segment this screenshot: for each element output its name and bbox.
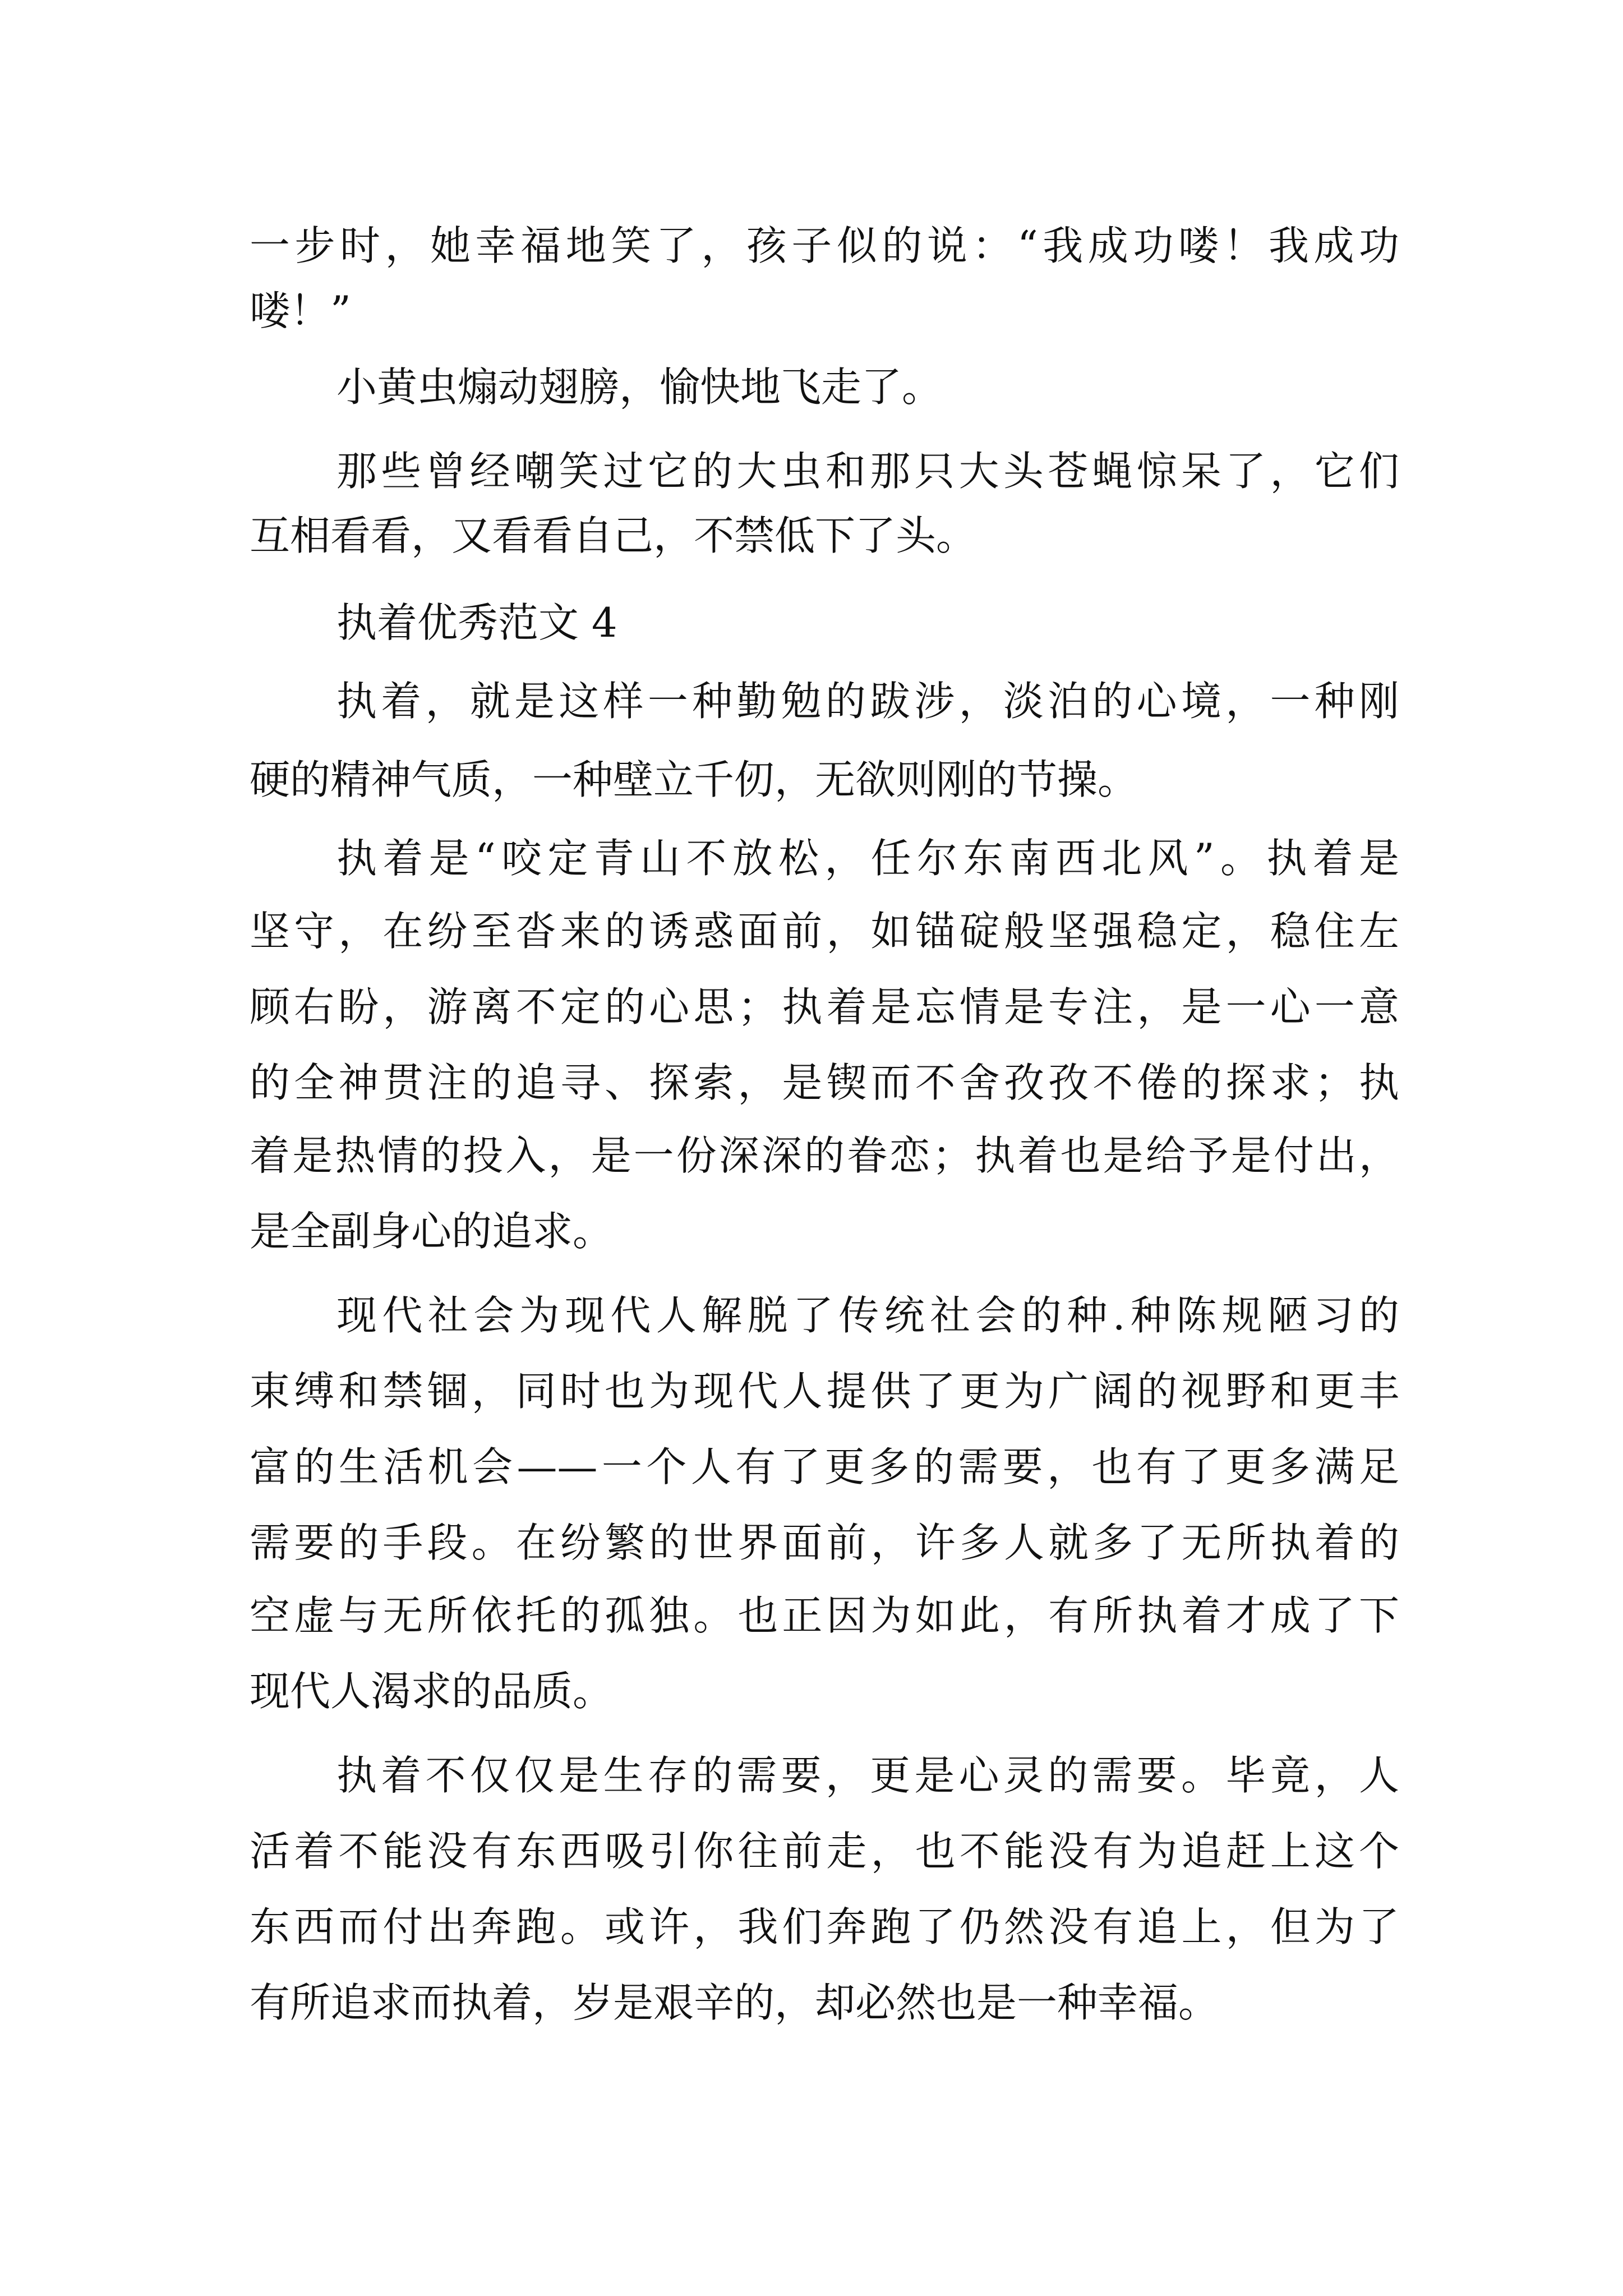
text-line: 硬的精神气质，一种壁立千仞，无欲则刚的节操。: [250, 756, 1138, 803]
text-line: 执着不仅仅是生存的需要，更是心灵的需要。毕竟，人: [336, 1752, 1399, 1799]
text-line: 执着是“咬定青山不放松，任尔东南西北风”。执着是: [336, 835, 1399, 882]
text-line: 需要的手段。在纷繁的世界面前，许多人就多了无所执着的: [250, 1519, 1399, 1566]
section-heading: 执着优秀范文 4: [336, 599, 617, 646]
text-line: 现代社会为现代人解脱了传统社会的种.种陈规陋习的: [336, 1292, 1399, 1339]
text-line: 互相看看，又看看自己，不禁低下了头。: [250, 512, 977, 559]
text-line: 有所追求而执着，岁是艰辛的，却必然也是一种幸福。: [250, 1979, 1219, 2026]
text-line: 束缚和禁锢，同时也为现代人提供了更为广阔的视野和更丰: [250, 1368, 1399, 1415]
text-line: 活着不能没有东西吸引你往前走，也不能没有为追赶上这个: [250, 1828, 1399, 1875]
text-line: 的全神贯注的追寻、探索，是锲而不舍孜孜不倦的探求；执: [250, 1059, 1399, 1106]
text-line: 富的生活机会——一个人有了更多的需要，也有了更多满足: [250, 1443, 1399, 1490]
text-line: 空虚与无所依托的孤独。也正因为如此，有所执着才成了下: [250, 1592, 1399, 1639]
text-line: 执着，就是这样一种勤勉的跋涉，淡泊的心境，一种刚: [336, 678, 1399, 725]
text-line: 坚守，在纷至沓来的诱惑面前，如锚碇般坚强稳定，稳住左: [250, 908, 1399, 955]
text-line: 现代人渴求的品质。: [250, 1668, 614, 1715]
text-line: 一步时，她幸福地笑了，孩子似的说：“我成功喽！我成功: [250, 222, 1399, 269]
text-line: 那些曾经嘲笑过它的大虫和那只大头苍蝇惊呆了，它们: [336, 448, 1399, 495]
text-line: 着是热情的投入，是一份深深的眷恋；执着也是给予是付出，: [250, 1132, 1399, 1179]
text-line: 是全副身心的追求。: [250, 1208, 614, 1255]
text-line: 小黄虫煽动翅膀，愉快地飞走了。: [336, 364, 943, 411]
text-line: 东西而付出奔跑。或许，我们奔跑了仍然没有追上，但为了: [250, 1903, 1399, 1950]
text-line: 顾右盼，游离不定的心思；执着是忘情是专注，是一心一意: [250, 983, 1399, 1030]
text-line: 喽！”: [250, 287, 351, 334]
